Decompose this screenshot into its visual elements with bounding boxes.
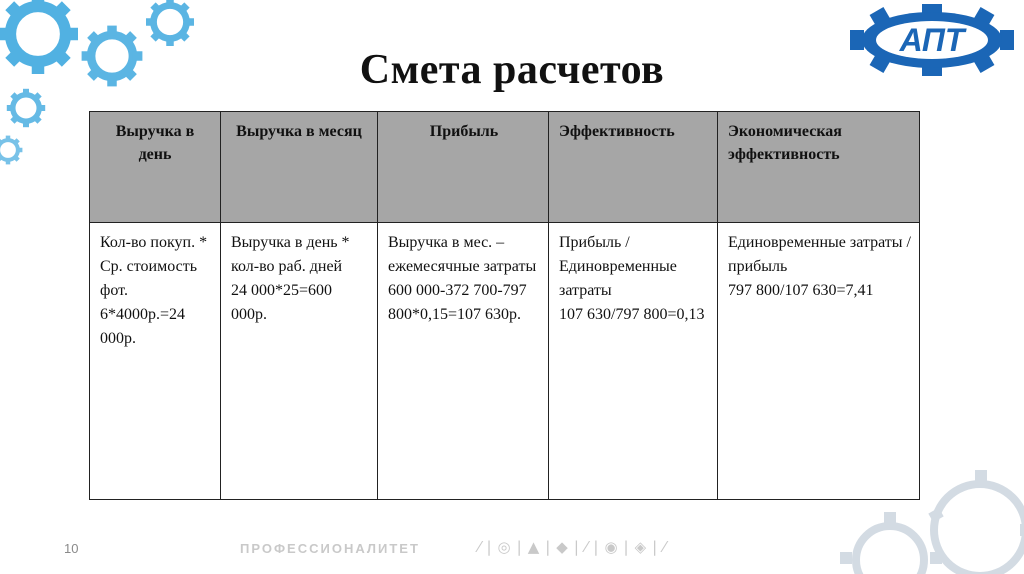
cell-profit: Выручка в мес. – ежемесячные затраты 600 000-372 700-797 800*0,15=107 630р.	[378, 223, 549, 500]
table-row	[90, 223, 920, 500]
page-number: 10	[64, 541, 79, 556]
header-efficiency: Эффективность	[549, 112, 718, 223]
estimate-table	[89, 111, 920, 500]
cell-daily-revenue: Кол-во покуп. * Ср. стоимость фот. 6*4000р.=24 000р.	[90, 223, 221, 500]
header-profit: Прибыль	[378, 112, 549, 223]
logo-text: АПТ	[899, 22, 965, 58]
footer-brand-text: ПРОФЕССИОНАЛИТЕТ	[240, 541, 420, 556]
table-header-row	[90, 112, 920, 223]
header-daily-revenue: Выручка в день	[90, 112, 221, 223]
cell-efficiency: Прибыль / Единовременные затраты 107 630/797 800=0,13	[549, 223, 718, 500]
cell-monthly-revenue: Выручка в день * кол-во раб. дней 24 000*25=600 000р.	[221, 223, 378, 500]
header-economic-efficiency: Экономическая эффективность	[718, 112, 920, 223]
page-title: Смета расчетов	[359, 47, 665, 93]
header-monthly-revenue: Выручка в месяц	[221, 112, 378, 223]
footer-icons-decoration: ⁄|◎|▲|◆|⁄|◉|◈|⁄	[478, 538, 672, 556]
cell-economic-efficiency: Единовременные затраты / прибыль 797 800/107 630=7,41	[718, 223, 920, 500]
